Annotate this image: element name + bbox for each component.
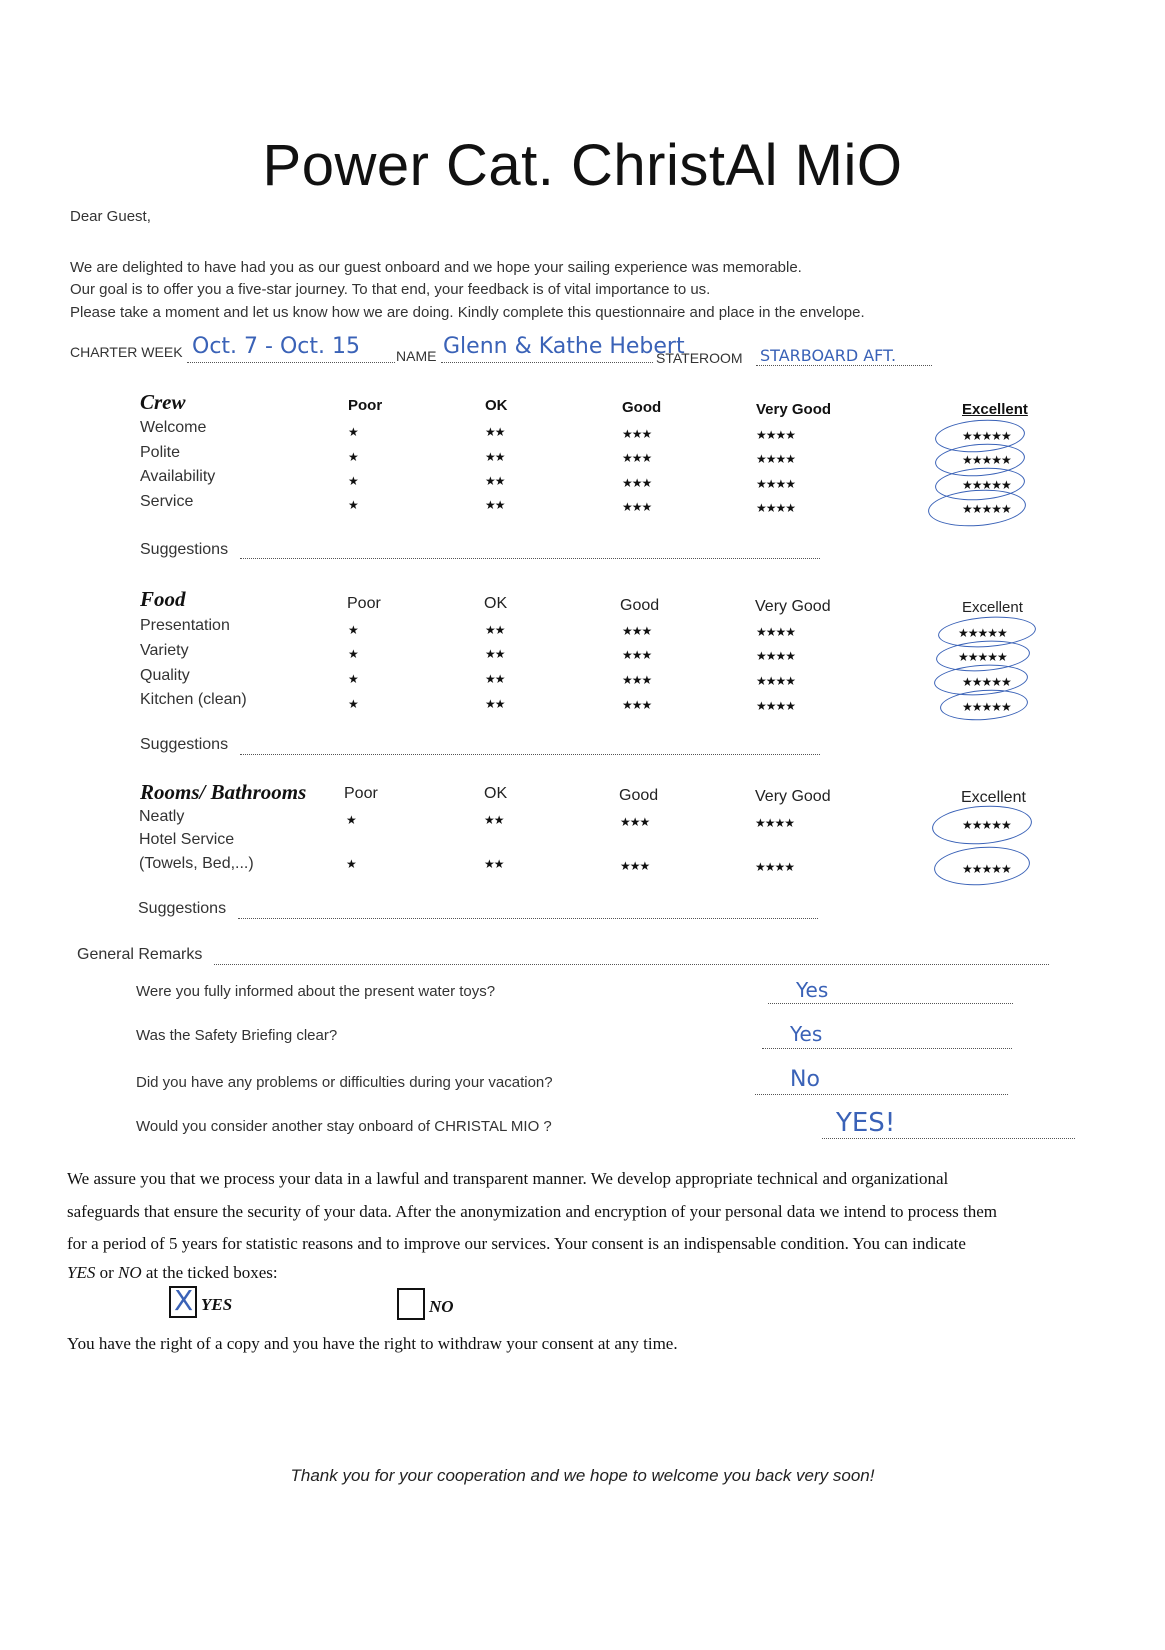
stateroom-line [756, 365, 932, 366]
rating-star-4[interactable]: ★★★★ [756, 649, 796, 663]
privacy-line: We assure you that we process your data in a lawful and transparent manner. We develop appropriate technical and organizational [67, 1169, 949, 1188]
rating-star-1[interactable]: ★ [348, 623, 358, 637]
line4-rest: at the ticked boxes: [141, 1263, 278, 1282]
rating-star-5[interactable]: ★★★★★ [958, 626, 1007, 640]
suggestions-line[interactable] [240, 558, 820, 559]
col-excellent: Excellent [962, 599, 1023, 616]
row-label: Polite [140, 444, 181, 461]
row-label: Presentation [140, 617, 230, 634]
col-poor: Poor [344, 785, 378, 802]
rating-star-4[interactable]: ★★★★ [756, 477, 796, 491]
suggestions-label: Suggestions [138, 900, 227, 917]
rating-star-2[interactable]: ★★ [484, 813, 504, 827]
rating-star-5[interactable]: ★★★★★ [962, 675, 1011, 689]
rating-star-2[interactable]: ★★ [485, 672, 505, 686]
rating-star-2[interactable]: ★★ [485, 623, 505, 637]
rating-star-2[interactable]: ★★ [485, 697, 505, 711]
rating-star-5[interactable]: ★★★★★ [962, 453, 1011, 467]
rating-star-1[interactable]: ★ [348, 450, 358, 464]
letter-line: We are delighted to have had you as our guest onboard and we hope your sailing experience was memorable. [70, 259, 802, 276]
privacy-line-4 [67, 1263, 278, 1283]
answer-value[interactable]: Yes [796, 978, 829, 1002]
letter-line: Please take a moment and let us know how we are doing. Kindly complete this questionnaire and place in the envelope. [70, 304, 865, 321]
withdraw-text: You have the right of a copy and you have the right to withdraw your consent at any time. [67, 1334, 678, 1353]
rating-star-4[interactable]: ★★★★ [755, 860, 795, 874]
col-good: Good [619, 787, 659, 804]
col-ok: OK [484, 785, 508, 802]
consent-no-checkbox[interactable] [397, 1288, 425, 1320]
col-very-good: Very Good [756, 401, 832, 418]
section-title-rooms: Rooms/ Bathrooms [140, 780, 307, 804]
consent-no-label: NO [429, 1297, 454, 1316]
rating-star-1[interactable]: ★ [346, 857, 356, 871]
rating-star-4[interactable]: ★★★★ [755, 816, 795, 830]
question-label: Did you have any problems or difficulties during your vacation? [136, 1074, 553, 1091]
rating-star-5[interactable]: ★★★★★ [962, 502, 1011, 516]
rating-star-1[interactable]: ★ [348, 647, 358, 661]
document-title: Power Cat. ChristAl MiO [262, 133, 903, 198]
answer-line [755, 1094, 1008, 1095]
row-label: Service [140, 493, 194, 510]
rating-star-4[interactable]: ★★★★ [756, 501, 796, 515]
privacy-line: for a period of 5 years for statistic reasons and to improve our services. Your consent is an indispensable condition. You can indicate [67, 1234, 966, 1253]
answer-line [822, 1138, 1075, 1139]
rating-star-2[interactable]: ★★ [485, 498, 505, 512]
rating-star-3[interactable]: ★★★ [622, 698, 652, 712]
name-line [441, 362, 653, 363]
row-label: (Towels, Bed,...) [139, 855, 254, 872]
selected-circle [931, 803, 1033, 848]
answer-line [768, 1003, 1013, 1004]
name-value[interactable]: Glenn & Kathe Hebert [443, 334, 685, 359]
general-remarks-label: General Remarks [77, 946, 203, 963]
rating-star-3[interactable]: ★★★ [622, 427, 652, 441]
rating-star-2[interactable]: ★★ [484, 857, 504, 871]
row-label: Welcome [140, 419, 207, 436]
answer-value[interactable]: No [790, 1067, 820, 1092]
col-poor: Poor [347, 595, 381, 612]
rating-star-1[interactable]: ★ [348, 425, 358, 439]
rating-star-1[interactable]: ★ [346, 813, 356, 827]
col-excellent: Excellent [962, 401, 1028, 418]
charter-week-line [187, 362, 395, 363]
rating-star-4[interactable]: ★★★★ [756, 428, 796, 442]
rating-star-4[interactable]: ★★★★ [756, 699, 796, 713]
col-poor: Poor [348, 397, 383, 414]
rating-star-5[interactable]: ★★★★★ [962, 700, 1011, 714]
privacy-line: safeguards that ensure the security of your data. After the anonymization and encryption of your personal data we intend to process them [67, 1202, 997, 1221]
col-good: Good [620, 597, 660, 614]
answer-value[interactable]: Yes [790, 1022, 823, 1046]
rating-star-4[interactable]: ★★★★ [756, 625, 796, 639]
question-label: Were you fully informed about the present water toys? [136, 983, 496, 1000]
yes-word: YES [67, 1263, 96, 1282]
greeting: Dear Guest, [70, 208, 151, 225]
no-word: NO [118, 1263, 142, 1282]
rating-star-2[interactable]: ★★ [485, 450, 505, 464]
charter-week-value[interactable]: Oct. 7 - Oct. 15 [192, 334, 360, 359]
stateroom-label: STATEROOM [656, 350, 743, 366]
rating-star-5[interactable]: ★★★★★ [958, 650, 1007, 664]
rating-star-2[interactable]: ★★ [485, 474, 505, 488]
rating-star-1[interactable]: ★ [348, 498, 358, 512]
rating-star-5[interactable]: ★★★★★ [962, 429, 1011, 443]
col-very-good: Very Good [755, 598, 831, 615]
section-title-crew: Crew [140, 390, 186, 414]
row-label: Quality [140, 667, 190, 684]
rating-star-2[interactable]: ★★ [485, 425, 505, 439]
stateroom-value[interactable]: STARBOARD AFT. [760, 346, 897, 365]
rating-star-4[interactable]: ★★★★ [756, 452, 796, 466]
row-label: Kitchen (clean) [140, 691, 247, 708]
selected-circle [933, 844, 1031, 889]
suggestions-label: Suggestions [140, 736, 229, 753]
rating-star-1[interactable]: ★ [348, 474, 358, 488]
rating-star-5[interactable]: ★★★★★ [962, 478, 1011, 492]
row-label: Hotel Service [139, 831, 235, 848]
rating-star-3[interactable]: ★★★ [622, 673, 652, 687]
row-label: Availability [140, 468, 216, 485]
rating-star-3[interactable]: ★★★ [620, 859, 650, 873]
rating-star-2[interactable]: ★★ [485, 647, 505, 661]
section-title-food: Food [140, 587, 186, 611]
or-word: or [95, 1263, 119, 1282]
col-ok: OK [484, 595, 508, 612]
rating-star-1[interactable]: ★ [348, 697, 358, 711]
suggestions-label: Suggestions [140, 541, 229, 558]
rating-star-4[interactable]: ★★★★ [756, 674, 796, 688]
col-excellent: Excellent [961, 789, 1026, 806]
general-remarks-line[interactable] [214, 964, 1049, 965]
consent-yes-mark: X [174, 1284, 194, 1317]
col-ok: OK [485, 397, 508, 414]
row-label: Variety [140, 642, 189, 659]
rating-star-3[interactable]: ★★★ [622, 451, 652, 465]
rating-star-3[interactable]: ★★★ [622, 500, 652, 514]
rating-star-3[interactable]: ★★★ [622, 624, 652, 638]
question-label: Would you consider another stay onboard of CHRISTAL MIO ? [136, 1118, 552, 1135]
rating-star-5[interactable]: ★★★★★ [962, 862, 1011, 876]
question-label: Was the Safety Briefing clear? [136, 1027, 338, 1044]
col-very-good: Very Good [755, 788, 831, 805]
rating-star-3[interactable]: ★★★ [622, 476, 652, 490]
letter-line: Our goal is to offer you a five-star journey. To that end, your feedback is of vital importance to us. [70, 281, 711, 298]
row-label: Neatly [139, 808, 185, 825]
rating-star-3[interactable]: ★★★ [620, 815, 650, 829]
thank-you-text: Thank you for your cooperation and we hope to welcome you back very soon! [290, 1466, 875, 1485]
rating-star-3[interactable]: ★★★ [622, 648, 652, 662]
rating-star-5[interactable]: ★★★★★ [962, 818, 1011, 832]
charter-week-label: CHARTER WEEK [70, 344, 183, 360]
suggestions-line[interactable] [238, 918, 818, 919]
name-label: NAME [396, 348, 437, 364]
suggestions-line[interactable] [240, 754, 820, 755]
answer-line [762, 1048, 1012, 1049]
answer-value[interactable]: YES! [836, 1108, 896, 1138]
rating-star-1[interactable]: ★ [348, 672, 358, 686]
col-good: Good [622, 399, 662, 416]
consent-yes-label: YES [201, 1295, 233, 1314]
